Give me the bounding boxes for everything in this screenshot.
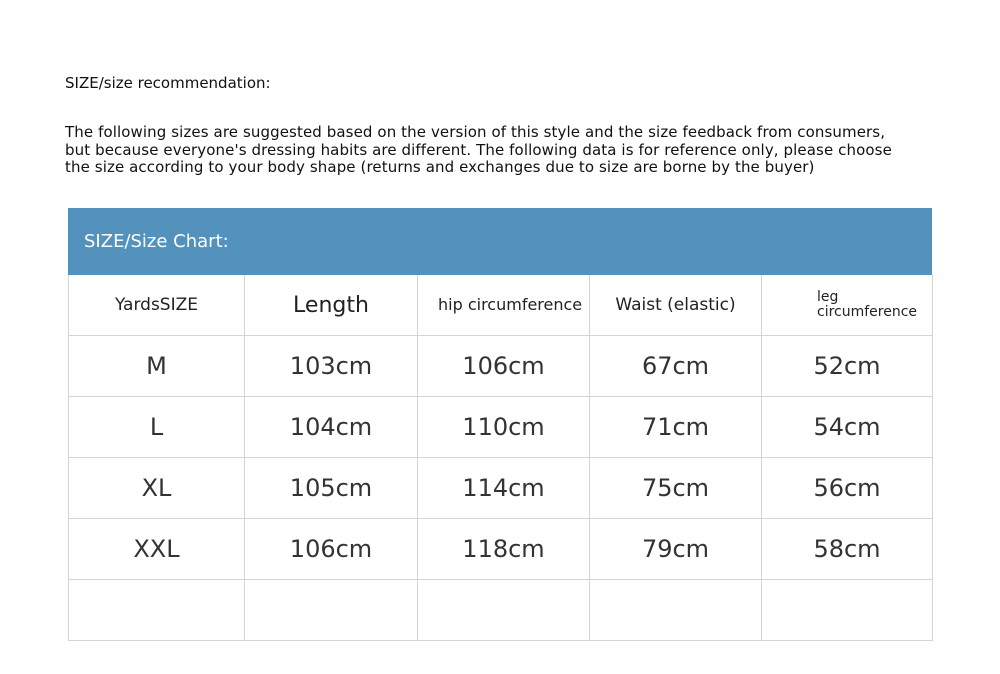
cell-size: L xyxy=(69,397,245,458)
table-row xyxy=(69,336,933,397)
cell-length: 104cm xyxy=(245,397,418,458)
cell-waist xyxy=(590,580,762,641)
cell-length xyxy=(245,580,418,641)
cell-hip: 118cm xyxy=(418,519,590,580)
size-table xyxy=(68,275,933,641)
cell-length: 105cm xyxy=(245,458,418,519)
size-chart-title: SIZE/Size Chart: xyxy=(68,208,932,275)
column-header-waist: Waist (elastic) xyxy=(590,275,762,336)
size-recommendation-text xyxy=(65,124,945,177)
cell-size: XL xyxy=(69,458,245,519)
cell-leg: 54cm xyxy=(762,397,933,458)
cell-leg: 52cm xyxy=(762,336,933,397)
cell-length: 103cm xyxy=(245,336,418,397)
column-header-hip: hip circumference xyxy=(418,275,590,336)
table-header-row xyxy=(69,275,933,336)
column-header-leg: leg circumference xyxy=(762,275,933,336)
intro-line: The following sizes are suggested based on the version of this style and the size feedback from consumers, xyxy=(65,123,886,141)
table-row-empty xyxy=(69,580,933,641)
cell-size: M xyxy=(69,336,245,397)
table-row xyxy=(69,519,933,580)
column-header-length: Length xyxy=(245,275,418,336)
cell-hip: 114cm xyxy=(418,458,590,519)
cell-hip xyxy=(418,580,590,641)
cell-waist: 79cm xyxy=(590,519,762,580)
cell-hip: 110cm xyxy=(418,397,590,458)
cell-length: 106cm xyxy=(245,519,418,580)
cell-leg: 56cm xyxy=(762,458,933,519)
table-row xyxy=(69,458,933,519)
cell-size xyxy=(69,580,245,641)
size-chart xyxy=(68,208,932,641)
table-row xyxy=(69,397,933,458)
column-header-size: YardsSIZE xyxy=(69,275,245,336)
cell-size: XXL xyxy=(69,519,245,580)
cell-leg xyxy=(762,580,933,641)
intro-line: the size according to your body shape (returns and exchanges due to size are borne by the buyer) xyxy=(65,158,815,176)
cell-leg: 58cm xyxy=(762,519,933,580)
intro-line: but because everyone's dressing habits are different. The following data is for reference only, please choose xyxy=(65,140,892,159)
size-recommendation-heading: SIZE/size recommendation: xyxy=(65,74,271,92)
cell-hip: 106cm xyxy=(418,336,590,397)
cell-waist: 75cm xyxy=(590,458,762,519)
cell-waist: 71cm xyxy=(590,397,762,458)
cell-waist: 67cm xyxy=(590,336,762,397)
